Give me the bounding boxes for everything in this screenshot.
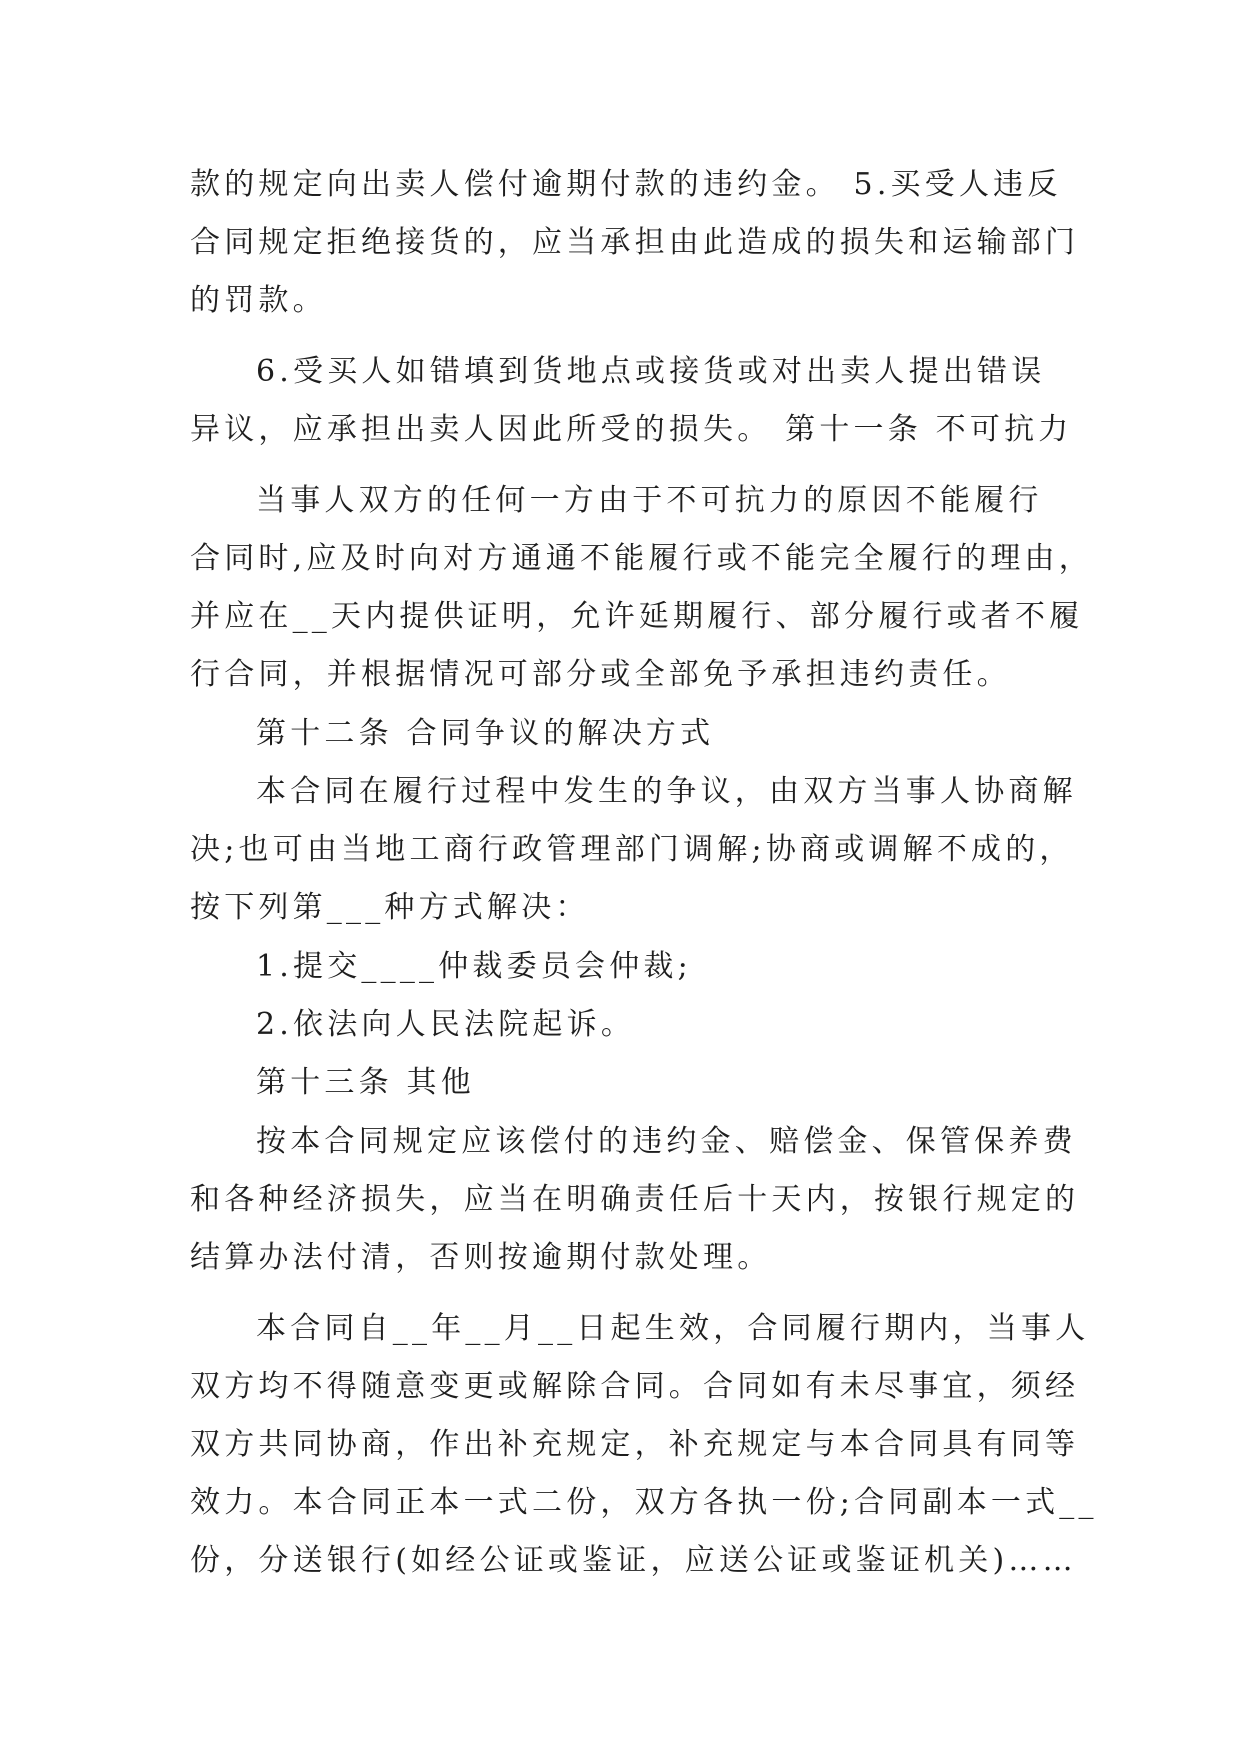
list-item: 1.提交____仲裁委员会仲裁; bbox=[256, 949, 692, 984]
text-line: 双方均不得随意变更或解除合同。合同如有未尽事宜，须经 bbox=[190, 1369, 1080, 1404]
text-line: 按下列第___种方式解决： bbox=[190, 890, 590, 925]
text-line: 结算办法付清，否则按逾期付款处理。 bbox=[190, 1240, 772, 1275]
text-line: 双方共同协商，作出补充规定，补充规定与本合同具有同等 bbox=[190, 1427, 1080, 1462]
text-line: 份，分送银行(如经公证或鉴证，应送公证或鉴证机关)…… bbox=[190, 1543, 1077, 1578]
section-heading: 第十三条 其他 bbox=[256, 1065, 475, 1100]
text-line: 行合同，并根据情况可部分或全部免予承担违约责任。 bbox=[190, 657, 1011, 692]
text-line: 和各种经济损失，应当在明确责任后十天内，按银行规定的 bbox=[190, 1182, 1080, 1217]
list-item: 2.依法向人民法院起诉。 bbox=[256, 1007, 636, 1042]
text-line: 按本合同规定应该偿付的违约金、赔偿金、保管保养费 bbox=[256, 1124, 1077, 1159]
text-line: 合同规定拒绝接货的，应当承担由此造成的损失和运输部门 bbox=[190, 225, 1080, 260]
text-line: 决;也可由当地工商行政管理部门调解;协商或调解不成的， bbox=[190, 832, 1074, 867]
section-heading: 第十二条 合同争议的解决方式 bbox=[256, 716, 715, 751]
text-line: 效力。本合同正本一式二份，双方各执一份;合同副本一式__ bbox=[190, 1485, 1098, 1520]
text-line: 6.受买人如错填到货地点或接货或对出卖人提出错误 bbox=[256, 354, 1046, 389]
text-line: 合同时,应及时向对方通通不能履行或不能完全履行的理由， bbox=[190, 541, 1093, 576]
text-line: 的罚款。 bbox=[190, 283, 327, 318]
text-line: 款的规定向出卖人偿付逾期付款的违约金。 5.买受人违反 bbox=[190, 167, 1062, 202]
text-line: 本合同在履行过程中发生的争议，由双方当事人协商解 bbox=[256, 774, 1077, 809]
text-line: 并应在__天内提供证明，允许延期履行、部分履行或者不履 bbox=[190, 599, 1084, 634]
text-line: 本合同自__年__月__日起生效，合同履行期内，当事人 bbox=[256, 1311, 1090, 1346]
text-line: 异议，应承担出卖人因此所受的损失。 第十一条 不可抗力 bbox=[190, 412, 1073, 447]
text-line: 当事人双方的任何一方由于不可抗力的原因不能履行 bbox=[256, 483, 1043, 518]
